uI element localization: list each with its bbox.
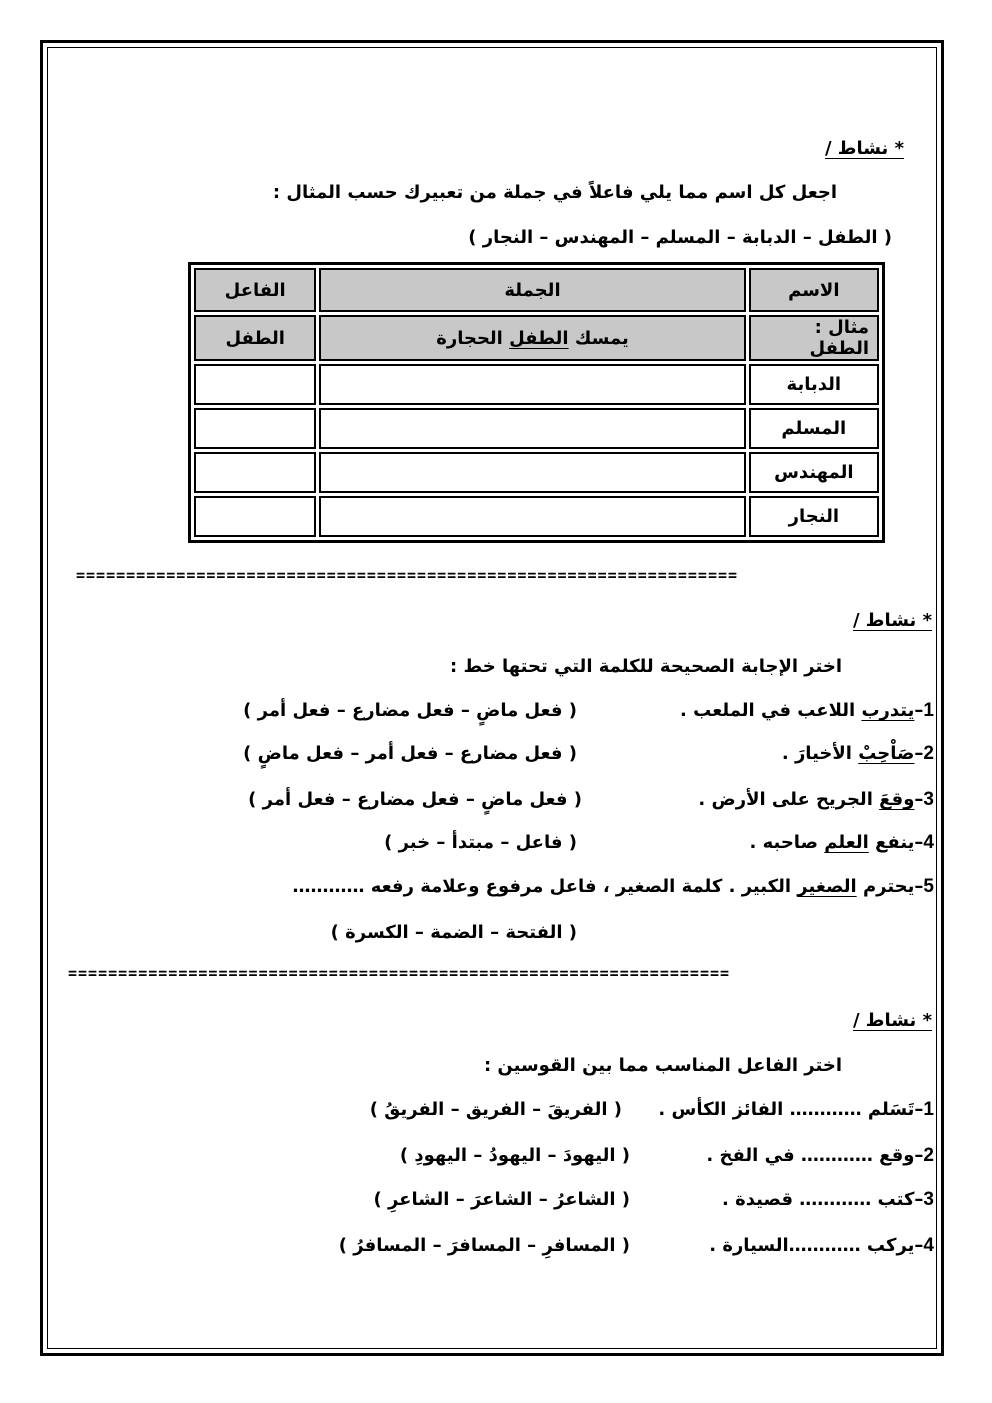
- example-name: مثال : الطفل: [749, 315, 879, 361]
- activity2-question-1: 1–يتدرب اللاعب في الملعب .: [680, 700, 934, 721]
- header-name: الاسم: [749, 268, 879, 312]
- table-example-row: [194, 315, 879, 361]
- sentence-answer-cell[interactable]: [319, 496, 745, 537]
- activity3-question-3: 3–كتب ………… قصيدة .: [722, 1189, 934, 1210]
- example-sentence: يمسك الطفل الحجارة: [319, 315, 745, 361]
- table-header-row: [194, 268, 879, 312]
- header-sentence: الجملة: [319, 268, 745, 312]
- activity2-options-2[interactable]: ( فعل مضارع – فعل أمر – فعل ماضٍ ): [243, 743, 577, 764]
- activity2-options-4[interactable]: ( فاعل – مبتدأ – خبر ): [384, 832, 577, 853]
- activity2-question-5: 5–يحترم الصغير الكبير . كلمة الصغير ، فاعل مرفوع وعلامة رفعه …………: [292, 876, 934, 897]
- separator-line: ==================================================================: [68, 964, 731, 982]
- activity3-question-4: 4–يركب …………السيارة .: [709, 1235, 934, 1256]
- activity2-heading: * نشاط /: [852, 610, 932, 631]
- activity2-options-5[interactable]: ( الفتحة – الضمة – الكسرة ): [330, 922, 577, 943]
- activity2-options-1[interactable]: ( فعل ماضٍ – فعل مضارع – فعل أمر ): [243, 700, 577, 721]
- sentence-answer-cell[interactable]: [319, 364, 745, 405]
- activity2-question-3: 3–وقعَ الجريح على الأرض .: [698, 789, 934, 810]
- activity1-table: [188, 262, 885, 543]
- table-row: [194, 408, 879, 449]
- activity2-instruction: اختر الإجابة الصحيحة للكلمة التي تحتها خط :: [450, 656, 842, 677]
- activity3-question-1: 1–تَسَلم ………… الفائز الكأس .: [658, 1099, 934, 1120]
- activity3-options-2[interactable]: ( اليهودَ – اليهودُ – اليهودِ ): [399, 1145, 630, 1166]
- sentence-answer-cell[interactable]: [319, 408, 745, 449]
- subject-answer-cell[interactable]: [194, 452, 316, 493]
- activity3-options-1[interactable]: ( الفريقَ – الفريق – الفريقُ ): [369, 1099, 622, 1120]
- activity3-options-4[interactable]: ( المسافرِ – المسافرَ – المسافرُ ): [338, 1235, 630, 1256]
- activity3-options-3[interactable]: ( الشاعرُ – الشاعرَ – الشاعرِ ): [373, 1189, 630, 1210]
- row-name: المسلم: [749, 408, 879, 449]
- activity1-word-list: ( الطفل – الدبابة – المسلم – المهندس – النجار ): [468, 227, 892, 248]
- row-name: المهندس: [749, 452, 879, 493]
- row-name: الدبابة: [749, 364, 879, 405]
- header-subject: الفاعل: [194, 268, 316, 312]
- row-name: النجار: [749, 496, 879, 537]
- activity3-heading: * نشاط /: [852, 1010, 932, 1031]
- sentence-answer-cell[interactable]: [319, 452, 745, 493]
- activity3-question-2: 2–وقع ………… في الفخ .: [706, 1145, 934, 1166]
- activity1-heading: * نشاط /: [824, 138, 904, 159]
- separator-line: ==================================================================: [76, 566, 739, 584]
- table-row: [194, 364, 879, 405]
- table-row: [194, 496, 879, 537]
- activity2-question-2: 2–صَاْحِبْ الأخيارَ .: [781, 743, 934, 764]
- activity2-options-3[interactable]: ( فعل ماضٍ – فعل مضارع – فعل أمر ): [248, 789, 582, 810]
- activity1-instruction: اجعل كل اسم مما يلي فاعلاً في جملة من تعبيرك حسب المثال :: [272, 182, 837, 203]
- activity3-instruction: اختر الفاعل المناسب مما بين القوسين :: [483, 1055, 842, 1076]
- example-subject: الطفل: [194, 315, 316, 361]
- table-row: [194, 452, 879, 493]
- subject-answer-cell[interactable]: [194, 364, 316, 405]
- activity2-question-4: 4–ينفع العلم صاحبه .: [749, 832, 934, 853]
- subject-answer-cell[interactable]: [194, 408, 316, 449]
- subject-answer-cell[interactable]: [194, 496, 316, 537]
